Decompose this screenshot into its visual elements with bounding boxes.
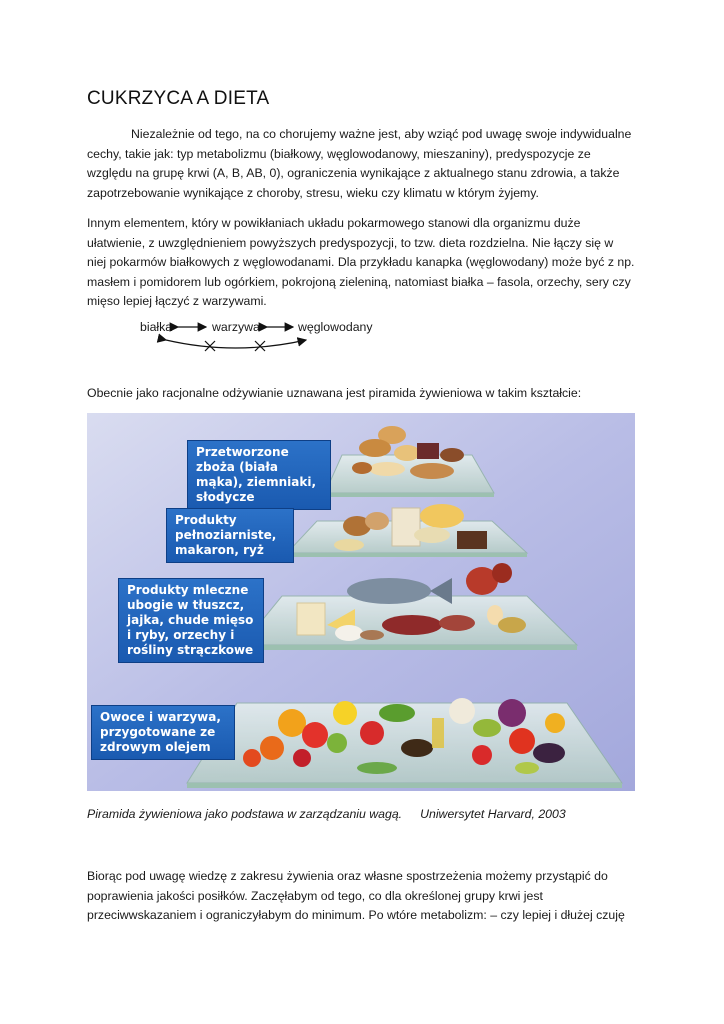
food-pyramid-image [87, 413, 635, 791]
cross-icon [255, 341, 265, 351]
caption-text: Piramida żywieniowa jako podstawa w zarządzaniu wagą. [87, 807, 403, 821]
diagram-label-vegetables: warzywa [212, 320, 260, 334]
paragraph-pyramid-intro: Obecnie jako racjonalne odżywianie uznawana jest piramida żywieniowa w takim kształcie: [87, 386, 582, 400]
pyramid-label-level4: Owoce i warzywa, przygotowane ze zdrowym olejem [91, 705, 235, 760]
paragraph-improving-meals: Biorąc pod uwagę wiedzę z zakresu żywienia oraz własne spostrzeżenia możemy przystąpić do poprawienia jakości posiłków. Zaczęłabym od tego, co dla określonej grupy krwi jest przeciwwskazaniem i ograniczyłabym do minimum. Po wtóre metabolizm: – czy lepiej i dłużej czuję [87, 869, 625, 923]
caption-source: Uniwersytet Harvard, 2003 [420, 807, 566, 821]
cross-icon [205, 341, 215, 351]
pyramid-label-level1: Przetworzone zboża (biała mąka), ziemniaki, słodycze [187, 440, 331, 510]
curved-arrow-icon [166, 340, 306, 348]
pyramid-label-level3: Produkty mleczne ubogie w tłuszcz, jajka, chude mięso i ryby, orzechy i rośliny strączkowe [118, 578, 264, 663]
paragraph-intro: Niezależnie od tego, na co chorujemy ważne jest, aby wziąć pod uwagę swoje indywidualne cechy, takie jak: typ metabolizmu (białkowy, węglowodanowy, mieszaniny), predyspozycje ze względu na grupę krwi (A, B, AB, 0), ograniczenia wynikające z aktualnego stanu zdrowia, a także zapotrzebowanie wynikające z choroby, stresu, wieku czy klimatu w którym żyjemy. [87, 127, 632, 200]
document-title: CUKRZYCA A DIETA [87, 88, 270, 109]
pyramid-label-level2: Produkty pełnoziarniste, makaron, ryż [166, 508, 294, 563]
diagram-label-proteins: białka [140, 320, 173, 334]
diagram-label-carbohydrates: węglowodany [298, 320, 373, 334]
figure-caption [87, 807, 566, 821]
food-combination-diagram [140, 318, 400, 358]
shelf-top [325, 455, 494, 497]
diagram-arrows [140, 318, 400, 358]
paragraph-separate-diet: Innym elementem, który w powikłaniach układu pokarmowego stanowi dla organizmu duże ułatwienie, z uwzględnieniem powyższych predyspozycji, to tzw. dieta rozdzielna. Nie łączy się w niej pokarmów białkowych z węglowodanami. Dla przykładu kanapka (węglowodany) może być z np. masłem i pomidorem lub ogórkiem, pokrojoną zieleniną, natomiast białka – fasola, orzechy, sery czy mięso lepiej łączyć z warzywami. [87, 216, 635, 309]
